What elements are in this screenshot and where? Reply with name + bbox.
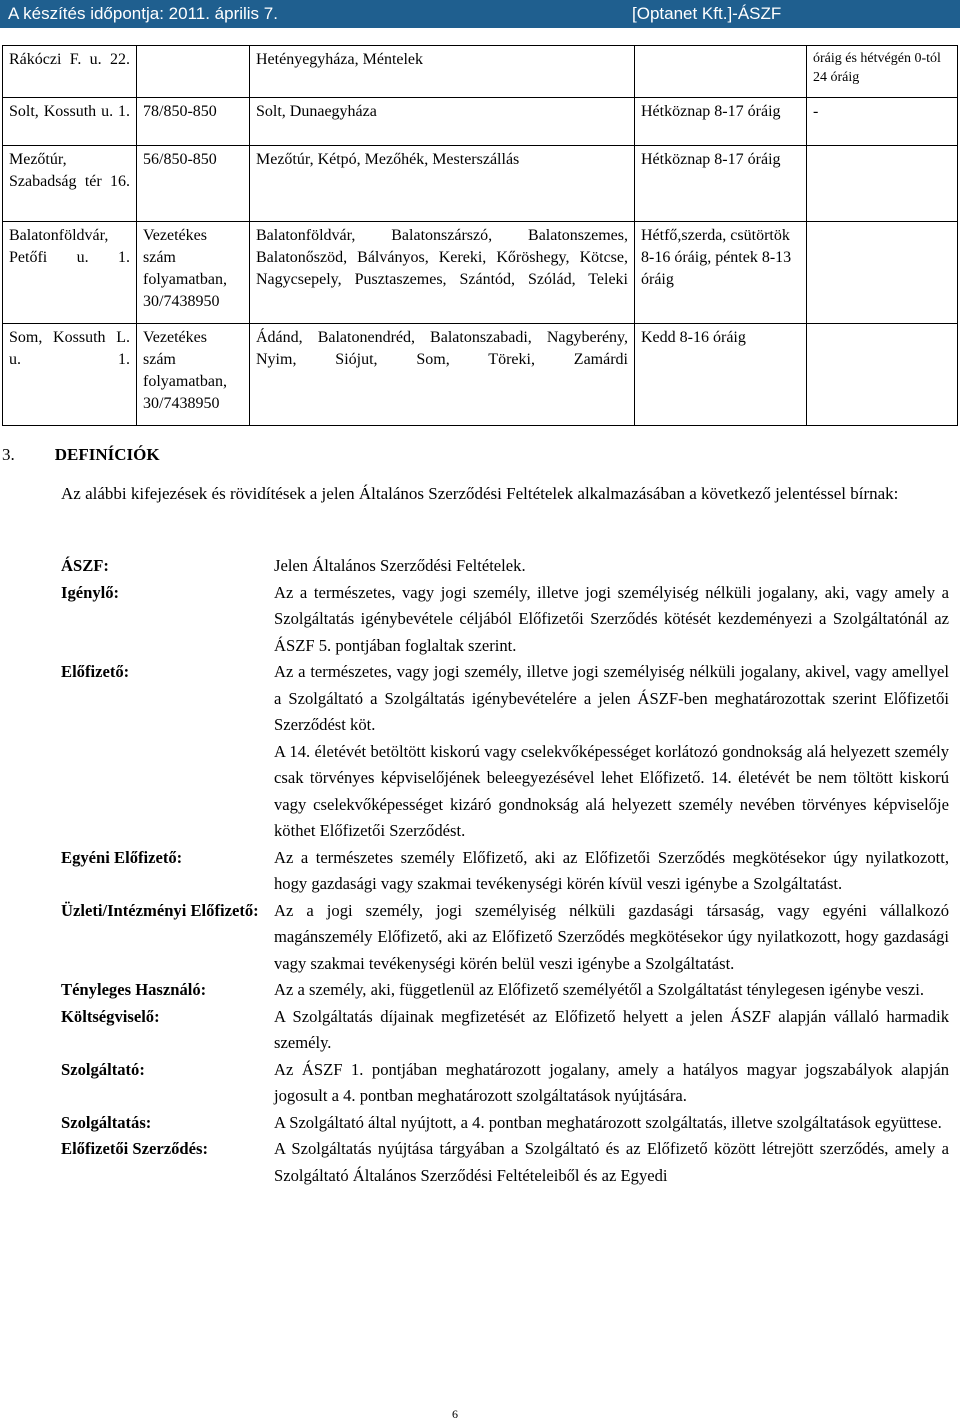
definition-text: Az a jogi személy, jogi személyiség nélküli gazdasági társaság, vagy egyéni vállalkozó magánszemély Előfizető, aki az Előfizető Szerződés megkötésekor úgy nyilatkozott, hogy gazdasági vagy szakmai tevékenységi körén belül veszi igénybe a Szolgáltatást. bbox=[274, 900, 949, 973]
definition-text: Jelen Általános Szerződési Feltételek. bbox=[274, 556, 526, 575]
table-cell-hours: Kedd 8-16 óráig bbox=[635, 324, 807, 426]
definition-term: Költségviselő: bbox=[61, 1006, 160, 1026]
definition-term: Egyéni Előfizető: bbox=[61, 847, 183, 867]
table-row bbox=[3, 222, 958, 324]
definition-item bbox=[61, 1004, 949, 1057]
table-cell-settlements: Mezőtúr, Kétpó, Mezőhék, Mesterszállás bbox=[250, 146, 635, 222]
section-heading bbox=[2, 445, 160, 465]
definition-term: Előfizetői Szerződés: bbox=[61, 1139, 208, 1158]
table-row bbox=[3, 324, 958, 426]
definition-item bbox=[61, 1136, 949, 1189]
table-cell-address: Solt, Kossuth u. 1. bbox=[3, 98, 137, 146]
table-cell-note: óráig és hétvégén 0-tól 24 óráig bbox=[807, 46, 958, 98]
definition-term: Üzleti/Intézményi Előfizető: bbox=[61, 900, 259, 920]
page-number: 6 bbox=[452, 1407, 458, 1421]
definition-item bbox=[61, 977, 949, 1004]
table-cell-settlements: Hetényegyháza, Méntelek bbox=[250, 46, 635, 98]
definition-text: Az a természetes személy Előfizető, aki az Előfizetői Szerződés megkötésekor úgy nyilatkozott, hogy gazdasági vagy szakmai tevékenységi körén kívül veszi igénybe a Szolgáltatást. bbox=[274, 847, 949, 893]
definitions-list bbox=[61, 553, 949, 1189]
table-cell-address: Rákóczi F. u. 22. bbox=[3, 46, 137, 98]
table-cell-phone bbox=[137, 46, 250, 98]
definition-text: A Szolgáltató által nyújtott, a 4. pontban meghatározott szolgáltatás, illetve szolgáltatások együttese. bbox=[274, 1112, 942, 1132]
table-row bbox=[3, 46, 958, 98]
definition-item bbox=[61, 1110, 949, 1137]
definition-item bbox=[61, 553, 949, 580]
table-cell-note: - bbox=[807, 98, 958, 146]
definition-term: ÁSZF: bbox=[61, 556, 109, 575]
definition-item bbox=[61, 845, 949, 898]
page-header bbox=[0, 0, 960, 28]
definition-term: Tényleges Használó: bbox=[61, 980, 207, 999]
definition-term: Szolgáltató: bbox=[61, 1059, 145, 1079]
table-cell-phone: Vezetékes szám folyamatban, 30/7438950 bbox=[137, 222, 250, 324]
table-cell-settlements: Ádánd, Balatonendréd, Balatonszabadi, Nagyberény, Nyim, Siójut, Som, Töreki, Zamárdi bbox=[250, 324, 635, 426]
definition-text: A Szolgáltatás díjainak megfizetését az Előfizető helyett a jelen ÁSZF alapján vállaló harmadik személy. bbox=[274, 1006, 949, 1052]
table-cell-hours: Hétfő,szerda, csütörtök 8-16 óráig, péntek 8-13 óráig bbox=[635, 222, 807, 324]
table-row bbox=[3, 98, 958, 146]
definition-text: Az ÁSZF 1. pontjában meghatározott jogalany, amely a hatályos magyar jogszabályok alapján jogosult a 4. pontban meghatározott szolgáltatások nyújtására. bbox=[274, 1059, 949, 1105]
definition-item bbox=[61, 898, 949, 978]
table-cell-phone: Vezetékes szám folyamatban, 30/7438950 bbox=[137, 324, 250, 426]
table-cell-hours: Hétköznap 8-17 óráig bbox=[635, 98, 807, 146]
definition-term: Előfizető: bbox=[61, 662, 130, 681]
table-cell-address: Som, Kossuth L. u. 1. bbox=[3, 324, 137, 426]
definition-term: Szolgáltatás: bbox=[61, 1112, 152, 1132]
table-cell-hours bbox=[635, 46, 807, 98]
table-cell-hours: Hétköznap 8-17 óráig bbox=[635, 146, 807, 222]
table-cell-address: Mezőtúr, Szabadság tér 16. bbox=[3, 146, 137, 222]
definition-item bbox=[61, 659, 949, 845]
section-title: DEFINÍCIÓK bbox=[54, 445, 160, 464]
definition-text: Az a természetes, vagy jogi személy, illetve jogi személyiség nélküli jogalany, aki, vagy amely a Szolgáltatás igénybevétele céljából Előfizetői Szerződés kötését kezdeményezi a Szolgáltatónál az ÁSZF 5. pontjában foglaltak szerint. bbox=[274, 582, 949, 655]
table-cell-address: Balatonföldvár, Petőfi u. 1. bbox=[3, 222, 137, 324]
table-cell-phone: 56/850-850 bbox=[137, 146, 250, 222]
definition-text: Az a természetes, vagy jogi személy, illetve jogi személyiség nélküli jogalany, akivel, vagy amellyel a Szolgáltató a Szolgáltatás igénybevételére a jelen ÁSZF-ben meghatározottak szerint Előfizetői Szerződést köt. A 14. életévét betöltött kiskorú vagy cselekvőképességet korlátozó gondnokság alá helyezett személy csak törvényes képviselőjének beleegyezésével lehet Előfizető. 14. életévét be nem töltött kiskorú vagy cselekvőképességet kizáró gondnokság alá helyezett személy nevében törvényes képviselője köthet Előfizetői Szerződést. bbox=[274, 662, 949, 840]
definition-term: Igénylő: bbox=[61, 582, 120, 602]
table-row bbox=[3, 146, 958, 222]
table-cell-note bbox=[807, 324, 958, 426]
header-date: A készítés időpontja: 2011. április 7. bbox=[8, 4, 278, 23]
definition-text: Az a személy, aki, függetlenül az Előfizető személyétől a Szolgáltatást ténylegesen igénybe veszi. bbox=[274, 980, 924, 999]
header-company: [Optanet Kft.]-ÁSZF bbox=[632, 4, 782, 23]
intro-paragraph: Az alábbi kifejezések és rövidítések a jelen Általános Szerződési Feltételek alkalmazásában a következő jelentéssel bírnak: bbox=[61, 484, 899, 503]
service-points-table bbox=[2, 45, 958, 426]
definition-item bbox=[61, 580, 949, 660]
section-number: 3. bbox=[2, 445, 15, 464]
definition-item bbox=[61, 1057, 949, 1110]
table-cell-settlements: Balatonföldvár, Balatonszárszó, Balatonszemes, Balatonőszöd, Bálványos, Kereki, Kőröshegy, Kötcse, Nagycsepely, Pusztaszemes, Szántód, Szólád, Teleki bbox=[250, 222, 635, 324]
definition-text: A Szolgáltatás nyújtása tárgyában a Szolgáltató és az Előfizető között létrejött szerződés, amely a Szolgáltató Általános Szerződési Feltételeiből és az Egyedi bbox=[274, 1139, 949, 1185]
table-cell-settlements: Solt, Dunaegyháza bbox=[250, 98, 635, 146]
table-cell-note bbox=[807, 146, 958, 222]
table-cell-phone: 78/850-850 bbox=[137, 98, 250, 146]
table-cell-note bbox=[807, 222, 958, 324]
